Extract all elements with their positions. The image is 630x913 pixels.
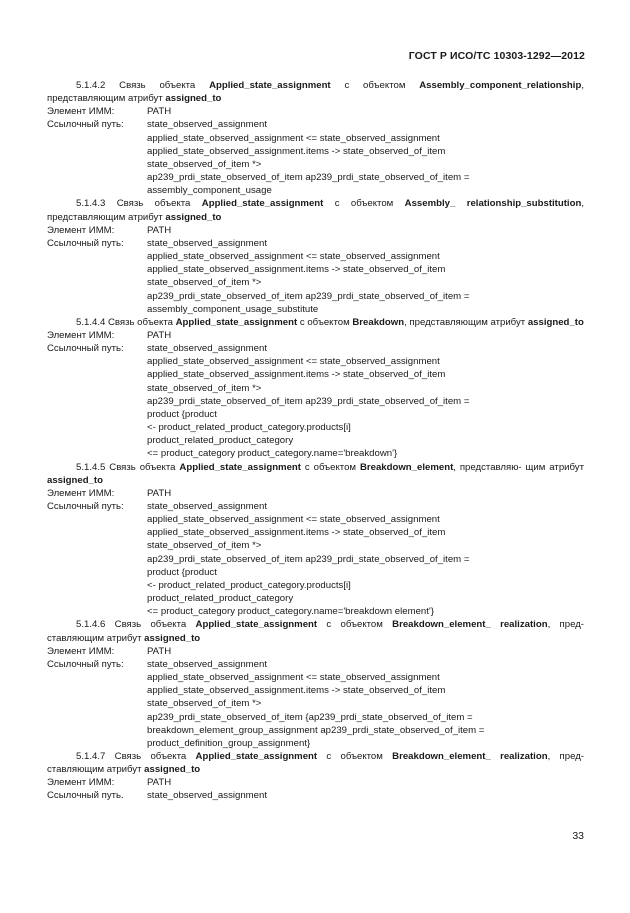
reference-path-line: breakdown_element_group_assignment ap239_prdi_state_observed_of_item = bbox=[147, 724, 485, 736]
heading-continuation: ставляющим атрибут bbox=[47, 764, 145, 776]
reference-path-label: Ссылочный путь: bbox=[47, 501, 124, 512]
reference-path-line: state_observed_of_item *> bbox=[147, 277, 262, 289]
reference-path-line: state_observed_of_item *> bbox=[147, 382, 262, 394]
document-body bbox=[47, 79, 584, 803]
target-entity-name: Assembly_component_relationship bbox=[419, 80, 582, 91]
reference-path-label: Ссылочный путь: bbox=[47, 119, 124, 131]
reference-path-line: applied_state_observed_assignment <= state_observed_assignment bbox=[147, 251, 440, 263]
reference-path-line: state_observed_assignment bbox=[147, 119, 267, 131]
reference-path-row bbox=[47, 342, 584, 355]
element-value: PATH bbox=[147, 777, 172, 789]
heading-prefix: 5.1.4.3 Связь объекта bbox=[76, 198, 202, 210]
attribute-name: assigned_to bbox=[47, 474, 103, 486]
reference-path-line: applied_state_observed_assignment.items -> state_observed_of_item bbox=[147, 264, 446, 276]
element-row bbox=[47, 487, 584, 500]
reference-path-line: state_observed_assignment bbox=[147, 343, 267, 355]
reference-path-label: Ссылочный путь. bbox=[47, 790, 124, 802]
reference-path-line: applied_state_observed_assignment.items -> state_observed_of_item bbox=[147, 527, 446, 539]
heading-continuation: ставляющим атрибут bbox=[47, 632, 145, 644]
reference-path-label: Ссылочный путь: bbox=[47, 343, 124, 355]
section-heading bbox=[47, 197, 584, 223]
reference-path-line: ap239_prdi_state_observed_of_item ap239_prdi_state_observed_of_item = bbox=[147, 290, 470, 302]
reference-path-line: <- product_related_product_category.products[i] bbox=[147, 579, 351, 591]
reference-path-row bbox=[47, 237, 584, 250]
heading-connector: с объектом bbox=[323, 198, 405, 210]
reference-path-row bbox=[47, 658, 584, 671]
reference-path-line: applied_state_observed_assignment.items -> state_observed_of_item bbox=[147, 685, 446, 697]
heading-suffix: , представляющим атрибут bbox=[404, 316, 526, 328]
heading-connector: с объектом bbox=[330, 80, 420, 91]
element-row bbox=[47, 329, 584, 342]
section-heading bbox=[47, 461, 584, 487]
reference-path-line: assembly_component_usage_substitute bbox=[147, 303, 319, 315]
reference-path-line: assembly_component_usage bbox=[147, 185, 272, 197]
entity-name: Applied_state_assignment bbox=[175, 316, 298, 328]
document-header: ГОСТ Р ИСО/ТС 10303-1292—2012 bbox=[408, 50, 585, 62]
entity-name: Applied_state_assignment bbox=[179, 461, 301, 473]
element-label: Элемент ИММ: bbox=[47, 329, 115, 341]
reference-path-line: state_observed_of_item *> bbox=[147, 698, 262, 710]
section bbox=[47, 197, 584, 315]
heading-prefix: 5.1.4.6 Связь объекта bbox=[76, 619, 196, 631]
attribute-name: assigned_to bbox=[144, 764, 201, 776]
reference-path-line: product {product bbox=[147, 566, 217, 578]
attribute-name: assigned_to bbox=[527, 316, 584, 328]
page-number: 33 bbox=[572, 830, 584, 842]
reference-path-line: applied_state_observed_assignment <= state_observed_assignment bbox=[147, 356, 440, 368]
reference-path-line: state_observed_of_item *> bbox=[147, 540, 262, 552]
reference-path-line: state_observed_assignment bbox=[147, 237, 267, 249]
element-row bbox=[47, 105, 584, 118]
reference-path-line: product_related_product_category bbox=[147, 435, 294, 447]
element-row bbox=[47, 645, 584, 658]
heading-prefix: 5.1.4.7 Связь объекта bbox=[76, 750, 196, 762]
entity-name: Applied_state_assignment bbox=[195, 750, 318, 762]
reference-path-line: ap239_prdi_state_observed_of_item ap239_prdi_state_observed_of_item = bbox=[147, 172, 470, 184]
element-label: Элемент ИММ: bbox=[47, 777, 115, 789]
entity-name: Applied_state_assignment bbox=[201, 198, 324, 210]
heading-continuation: щим атрибут bbox=[525, 461, 584, 473]
heading-continuation: представляющим атрибут bbox=[47, 211, 166, 223]
heading-connector: с объектом bbox=[297, 316, 353, 328]
attribute-name: assigned_to bbox=[165, 93, 222, 105]
section-heading bbox=[47, 316, 584, 329]
section-heading bbox=[47, 618, 584, 644]
reference-path-line: applied_state_observed_assignment <= state_observed_assignment bbox=[147, 132, 440, 144]
target-entity-name: Breakdown bbox=[352, 316, 405, 328]
entity-name: Applied_state_assignment bbox=[195, 619, 318, 631]
element-value: PATH bbox=[147, 487, 172, 499]
reference-path-line: ap239_prdi_state_observed_of_item ap239_prdi_state_observed_of_item = bbox=[147, 395, 470, 407]
section bbox=[47, 618, 584, 750]
section-heading bbox=[47, 750, 584, 776]
element-value: PATH bbox=[147, 645, 172, 657]
reference-path-line: state_observed_assignment bbox=[147, 501, 267, 512]
entity-name: Applied_state_assignment bbox=[209, 80, 331, 91]
reference-path-line: applied_state_observed_assignment <= state_observed_assignment bbox=[147, 672, 440, 684]
attribute-name: assigned_to bbox=[144, 632, 201, 644]
reference-path-line: ap239_prdi_state_observed_of_item {ap239_prdi_state_observed_of_item = bbox=[147, 711, 473, 723]
target-entity-name: Breakdown_element_ realization bbox=[392, 750, 548, 762]
reference-path-line: applied_state_observed_assignment.items -> state_observed_of_item bbox=[147, 145, 446, 157]
heading-prefix: 5.1.4.5 Связь объекта bbox=[76, 461, 180, 473]
reference-path-row bbox=[47, 789, 584, 802]
element-value: PATH bbox=[147, 329, 172, 341]
reference-path-line: state_observed_assignment bbox=[147, 790, 267, 802]
heading-prefix: 5.1.4.2 Связь объекта bbox=[76, 80, 210, 91]
element-label: Элемент ИММ: bbox=[47, 224, 115, 236]
element-row bbox=[47, 224, 584, 237]
reference-path-label: Ссылочный путь: bbox=[47, 658, 124, 670]
section bbox=[47, 750, 584, 803]
element-label: Элемент ИММ: bbox=[47, 645, 115, 657]
section bbox=[47, 79, 584, 197]
element-value: PATH bbox=[147, 106, 172, 118]
reference-path-row bbox=[47, 118, 584, 131]
element-label: Элемент ИММ: bbox=[47, 106, 115, 118]
target-entity-name: Breakdown_element_ realization bbox=[392, 619, 548, 631]
heading-continuation: представляющим атрибут bbox=[47, 93, 166, 105]
attribute-name: assigned_to bbox=[165, 211, 222, 223]
reference-path-line: <= product_category product_category.name='breakdown'} bbox=[147, 448, 398, 460]
reference-path-line: state_observed_assignment bbox=[147, 658, 267, 670]
heading-prefix: 5.1.4.4 Связь объекта bbox=[76, 316, 176, 328]
reference-path-row bbox=[47, 500, 584, 513]
heading-connector: с объектом bbox=[300, 461, 360, 473]
reference-path-line: product_related_product_category bbox=[147, 593, 294, 605]
element-label: Элемент ИММ: bbox=[47, 487, 115, 499]
reference-path-line: product_definition_group_assignment} bbox=[147, 737, 311, 749]
section bbox=[47, 461, 584, 619]
section-heading bbox=[47, 79, 584, 105]
reference-path-line: ap239_prdi_state_observed_of_item ap239_prdi_state_observed_of_item = bbox=[147, 553, 470, 565]
reference-path-line: state_observed_of_item *> bbox=[147, 158, 262, 170]
target-entity-name: Assembly_ relationship_substitution bbox=[404, 198, 582, 210]
target-entity-name: Breakdown_element bbox=[359, 461, 454, 473]
heading-suffix: , bbox=[581, 198, 584, 210]
reference-path-line: <- product_related_product_category.products[i] bbox=[147, 422, 351, 434]
reference-path-line: product {product bbox=[147, 408, 217, 420]
element-row bbox=[47, 776, 584, 789]
section bbox=[47, 316, 584, 461]
reference-path-line: applied_state_observed_assignment <= state_observed_assignment bbox=[147, 514, 440, 526]
element-value: PATH bbox=[147, 224, 172, 236]
heading-suffix: , пред- bbox=[547, 750, 584, 762]
reference-path-label: Ссылочный путь: bbox=[47, 237, 124, 249]
reference-path-line: <= product_category product_category.name='breakdown element'} bbox=[147, 606, 434, 618]
reference-path-line: applied_state_observed_assignment.items -> state_observed_of_item bbox=[147, 369, 446, 381]
heading-connector: с объектом bbox=[317, 619, 393, 631]
heading-suffix: , пред- bbox=[547, 619, 584, 631]
heading-suffix: , bbox=[581, 80, 584, 91]
heading-connector: с объектом bbox=[317, 750, 393, 762]
heading-suffix: , представляю- bbox=[453, 461, 522, 473]
